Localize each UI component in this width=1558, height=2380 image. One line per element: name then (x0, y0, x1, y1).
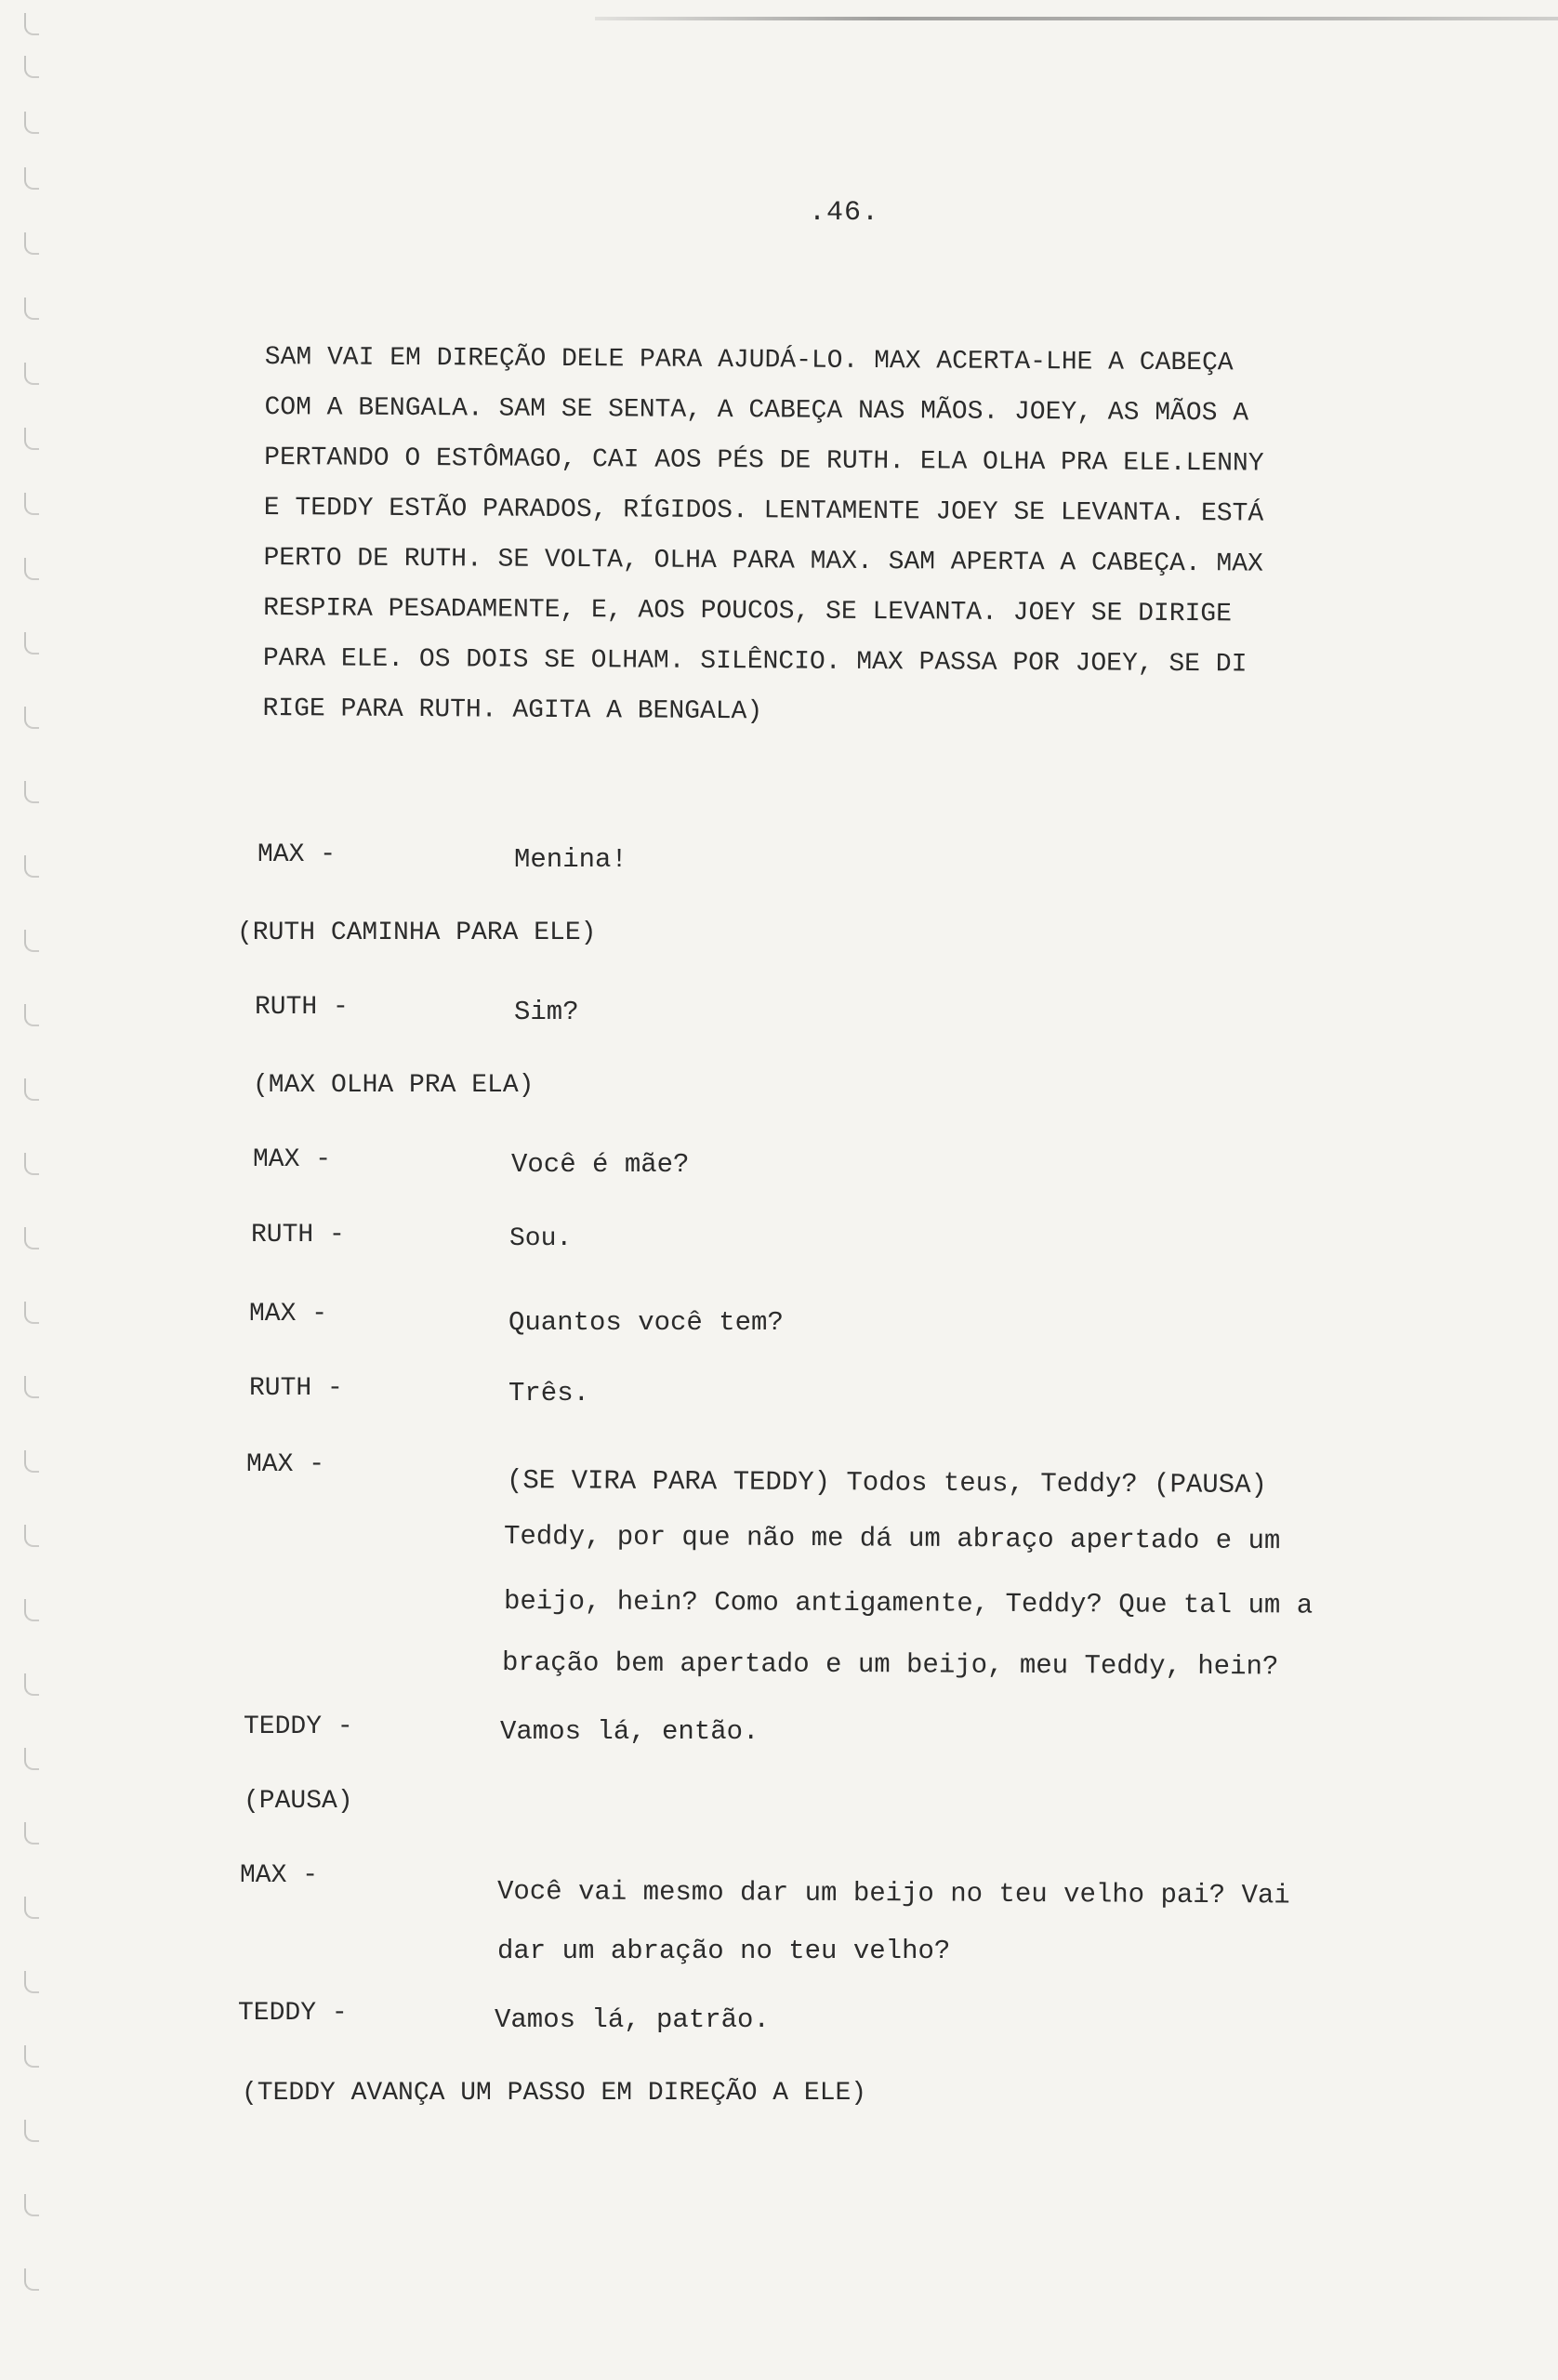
stage-direction: (TEDDY AVANÇA UM PASSO EM DIREÇÃO A ELE) (242, 2079, 867, 2108)
stage-direction-line: SAM VAI EM DIREÇÃO DELE PARA AJUDÁ-LO. MAX ACERTA-LHE A CABEÇA (264, 342, 1234, 378)
stage-direction-block (262, 333, 1473, 742)
dialogue-line: Sim? (514, 997, 579, 1027)
dialogue-line: Três. (508, 1378, 590, 1408)
dialogue-line: Quantos você tem? (508, 1307, 784, 1338)
speaker-ruth: RUTH - (255, 993, 349, 1022)
stage-direction-line: PARA ELE. OS DOIS SE OLHAM. SILÊNCIO. MAX PASSA POR JOEY, SE DI (262, 643, 1248, 680)
stage-direction: (MAX OLHA PRA ELA) (253, 1071, 535, 1100)
speaker-teddy: TEDDY - (238, 1999, 348, 2028)
dialogue-line: Vamos lá, então. (500, 1716, 759, 1747)
speaker-max: MAX - (253, 1145, 332, 1174)
dialogue-line: (SE VIRA PARA TEDDY) Todos teus, Teddy? (PAUSA) (506, 1465, 1268, 1501)
stage-direction-line: COM A BENGALA. SAM SE SENTA, A CABEÇA NAS MÃOS. JOEY, AS MÃOS A (264, 392, 1249, 429)
speaker-ruth: RUTH - (249, 1374, 343, 1403)
dialogue-line: dar um abração no teu velho? (497, 1936, 951, 1966)
speaker-max: MAX - (246, 1450, 325, 1479)
stage-direction-line: PERTO DE RUTH. SE VOLTA, OLHA PARA MAX. SAM APERTA A CABEÇA. MAX (263, 543, 1263, 579)
speaker-ruth-partial: RUTH - (251, 1221, 345, 1250)
page-number: .46. (809, 197, 880, 229)
stage-direction-line: RESPIRA PESADAMENTE, E, AOS POUCOS, SE LEVANTA. JOEY SE DIRIGE (263, 593, 1233, 629)
speaker-max: MAX - (257, 840, 337, 869)
speaker-teddy: TEDDY - (244, 1712, 353, 1741)
page-top-edge (595, 17, 1558, 20)
dialogue-line: Teddy, por que não me dá um abraço apertado e um (503, 1521, 1281, 1557)
binding-margin-marks (17, 0, 54, 2380)
stage-direction-line: PERTANDO O ESTÔMAGO, CAI AOS PÉS DE RUTH. ELA OLHA PRA ELE.LENNY (264, 443, 1264, 479)
stage-direction: (RUTH CAMINHA PARA ELE) (237, 919, 597, 947)
dialogue-line: Você é mãe? (511, 1149, 690, 1180)
stage-direction-line: E TEDDY ESTÃO PARADOS, RÍGIDOS. LENTAMENTE JOEY SE LEVANTA. ESTÁ (263, 493, 1264, 529)
dialogue-line-partial: Sou. (509, 1224, 573, 1253)
dialogue-line: Vamos lá, patrão. (495, 2004, 770, 2035)
stage-direction: (PAUSA) (244, 1787, 353, 1816)
dialogue-line: bração bem apertado e um beijo, meu Teddy, hein? (501, 1647, 1279, 1683)
speaker-max: MAX - (249, 1300, 328, 1329)
dialogue-line: beijo, hein? Como antigamente, Teddy? Que tal um a (503, 1586, 1314, 1621)
dialogue-line: Menina! (514, 844, 627, 875)
speaker-max: MAX - (240, 1861, 319, 1890)
dialogue-line: Você vai mesmo dar um beijo no teu velho pai? Vai (496, 1876, 1290, 1911)
stage-direction-line: RIGE PARA RUTH. AGITA A BENGALA) (262, 694, 763, 727)
